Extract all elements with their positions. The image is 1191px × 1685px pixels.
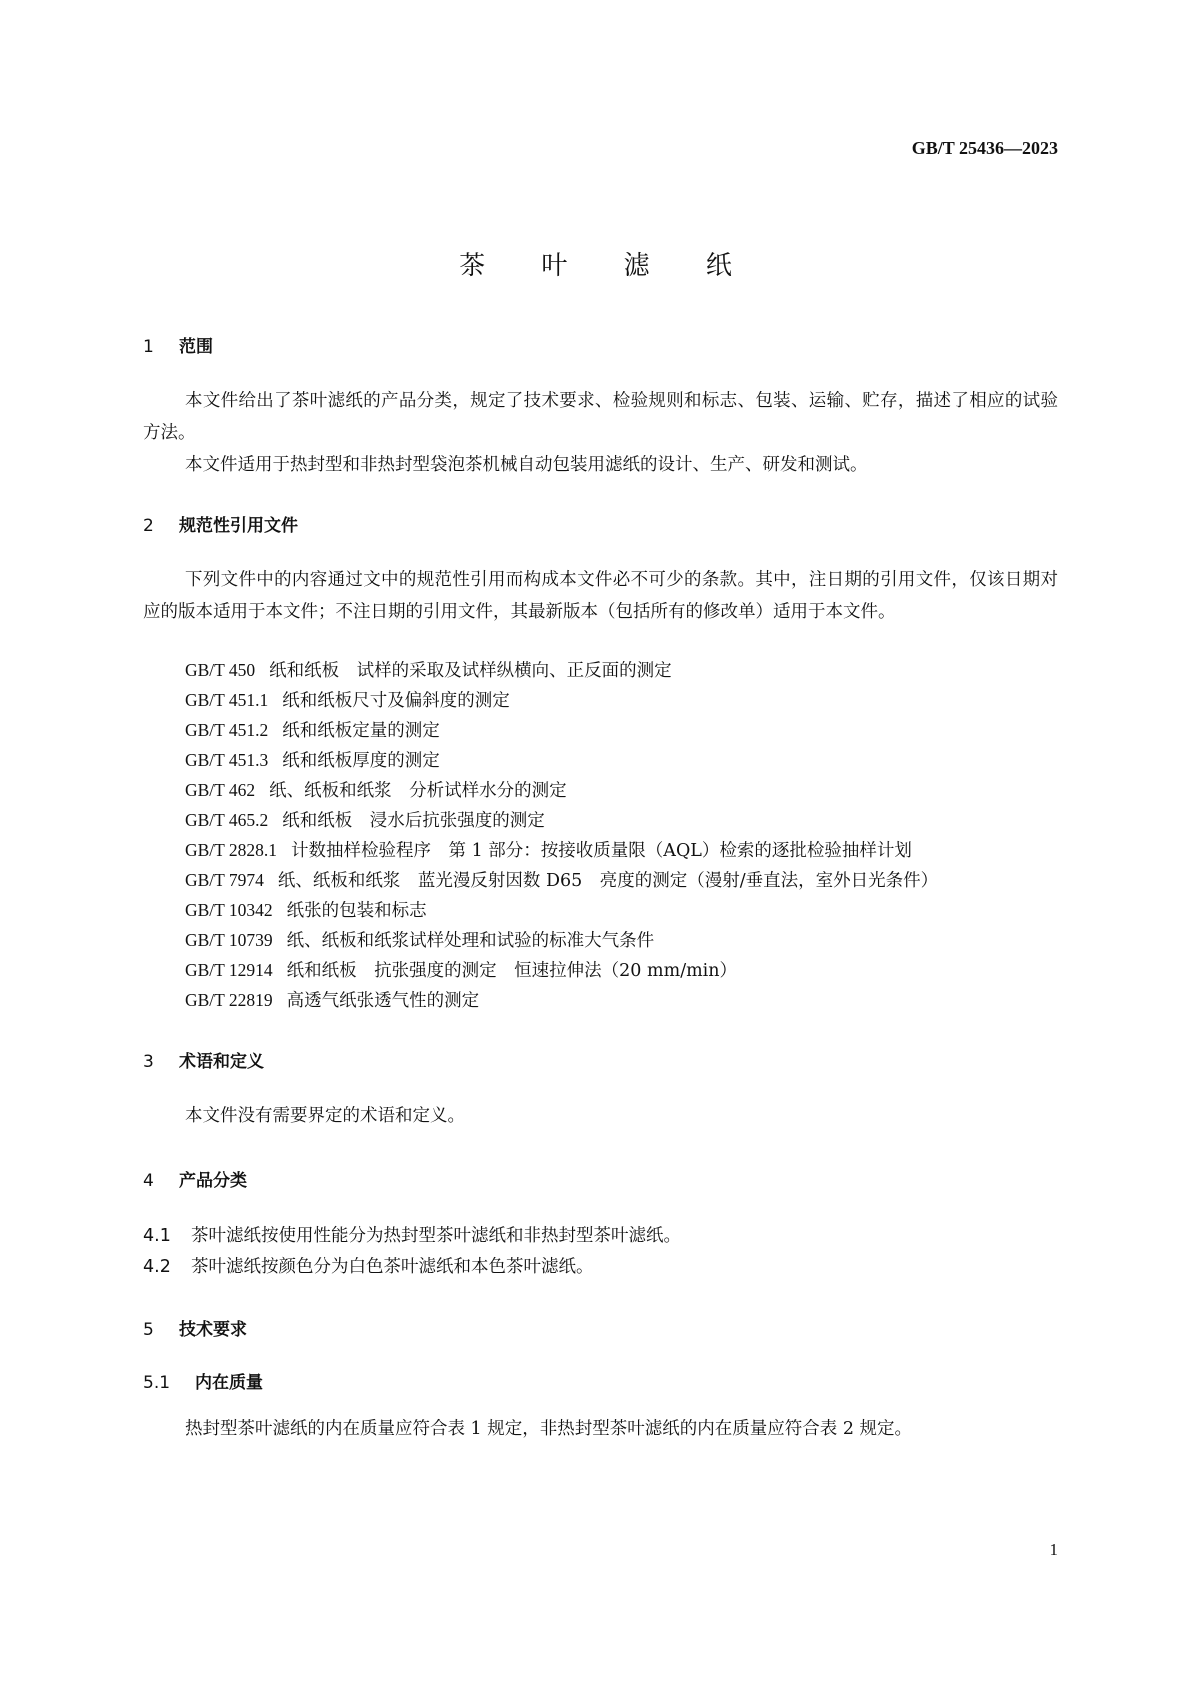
section-number: 4 [143,1171,154,1191]
section-3-paragraph-1: 本文件没有需要界定的术语和定义。 [185,1106,465,1126]
section-4-heading [143,1166,247,1191]
reference-code: GB/T 22819 [185,990,273,1010]
section-title: 范围 [179,337,213,357]
section-1-paragraph-2: 本文件适用于热封型和非热封型袋泡茶机械自动包装用滤纸的设计、生产、研发和测试。 [185,455,868,475]
section-5-1-paragraph-1: 热封型茶叶滤纸的内在质量应符合表 1 规定，非热封型茶叶滤纸的内在质量应符合表 2 规定。 [185,1419,913,1439]
subsection-title: 内在质量 [195,1373,263,1393]
clause-4-2 [143,1253,594,1278]
section-title: 规范性引用文件 [179,516,298,536]
reference-title: 纸和纸板 浸水后抗张强度的测定 [282,811,545,831]
reference-title: 纸张的包装和标志 [286,901,427,921]
reference-code: GB/T 451.1 [185,690,269,710]
reference-code: GB/T 7974 [185,870,264,890]
reference-item [185,897,427,922]
reference-title: 纸、纸板和纸浆试样处理和试验的标准大气条件 [286,931,655,951]
section-title: 术语和定义 [179,1052,264,1072]
reference-code: GB/T 451.3 [185,750,269,770]
section-number: 2 [143,516,154,536]
page-number: 1 [1049,1540,1058,1559]
reference-item [185,777,567,802]
reference-code: GB/T 10342 [185,900,273,920]
reference-code: GB/T 12914 [185,960,273,980]
clause-number: 4.2 [143,1257,171,1277]
reference-title: 纸和纸板 抗张强度的测定 恒速拉伸法（20 mm/min） [286,961,738,981]
clause-text: 茶叶滤纸按颜色分为白色茶叶滤纸和本色茶叶滤纸。 [191,1257,594,1277]
section-3-heading [143,1047,264,1072]
reference-item [185,717,440,742]
reference-title: 纸和纸板 试样的采取及试样纵横向、正反面的测定 [269,661,672,681]
reference-title: 纸、纸板和纸浆 分析试样水分的测定 [269,781,567,801]
section-1-paragraph-1: 本文件给出了茶叶滤纸的产品分类，规定了技术要求、检验规则和标志、包装、运输、贮存，描述了相应的试验方法。 [143,391,1058,443]
reference-code: GB/T 465.2 [185,810,269,830]
subsection-5-1-heading [143,1368,263,1393]
reference-item [185,927,654,952]
section-2-heading [143,511,298,536]
reference-item [185,657,672,682]
section-number: 5 [143,1320,154,1340]
document-code: GB/T 25436—2023 [911,138,1058,158]
reference-title: 纸和纸板定量的测定 [282,721,440,741]
section-1-heading [143,332,213,357]
page-title: 茶 叶 滤 纸 [459,251,756,281]
section-number: 3 [143,1052,154,1072]
section-title: 产品分类 [179,1171,247,1191]
section-5-heading [143,1315,247,1340]
reference-item [185,987,479,1012]
reference-item [185,807,545,832]
reference-title: 计数抽样检验程序 第 1 部分：按接收质量限（AQL）检索的逐批检验抽样计划 [291,841,912,861]
reference-code: GB/T 462 [185,780,256,800]
reference-item [185,957,737,982]
section-2-paragraph-1: 下列文件中的内容通过文中的规范性引用而构成本文件必不可少的条款。其中，注日期的引用文件，仅该日期对应的版本适用于本文件；不注日期的引用文件，其最新版本（包括所有的修改单）适用于本文件。 [143,570,1058,622]
reference-code: GB/T 2828.1 [185,840,278,860]
reference-code: GB/T 451.2 [185,720,269,740]
reference-title: 高透气纸张透气性的测定 [286,991,480,1011]
reference-item [185,837,912,862]
reference-item [185,867,938,892]
clause-number: 4.1 [143,1226,171,1246]
reference-code: GB/T 450 [185,660,256,680]
reference-title: 纸和纸板厚度的测定 [282,751,440,771]
reference-title: 纸、纸板和纸浆 蓝光漫反射因数 D65 亮度的测定（漫射/垂直法，室外日光条件） [277,871,939,891]
reference-title: 纸和纸板尺寸及偏斜度的测定 [282,691,510,711]
reference-item [185,687,510,712]
reference-code: GB/T 10739 [185,930,273,950]
clause-text: 茶叶滤纸按使用性能分为热封型茶叶滤纸和非热封型茶叶滤纸。 [191,1226,681,1246]
section-title: 技术要求 [179,1320,247,1340]
reference-item [185,747,440,772]
section-number: 1 [143,337,154,357]
subsection-number: 5.1 [143,1373,171,1393]
clause-4-1 [143,1222,681,1247]
